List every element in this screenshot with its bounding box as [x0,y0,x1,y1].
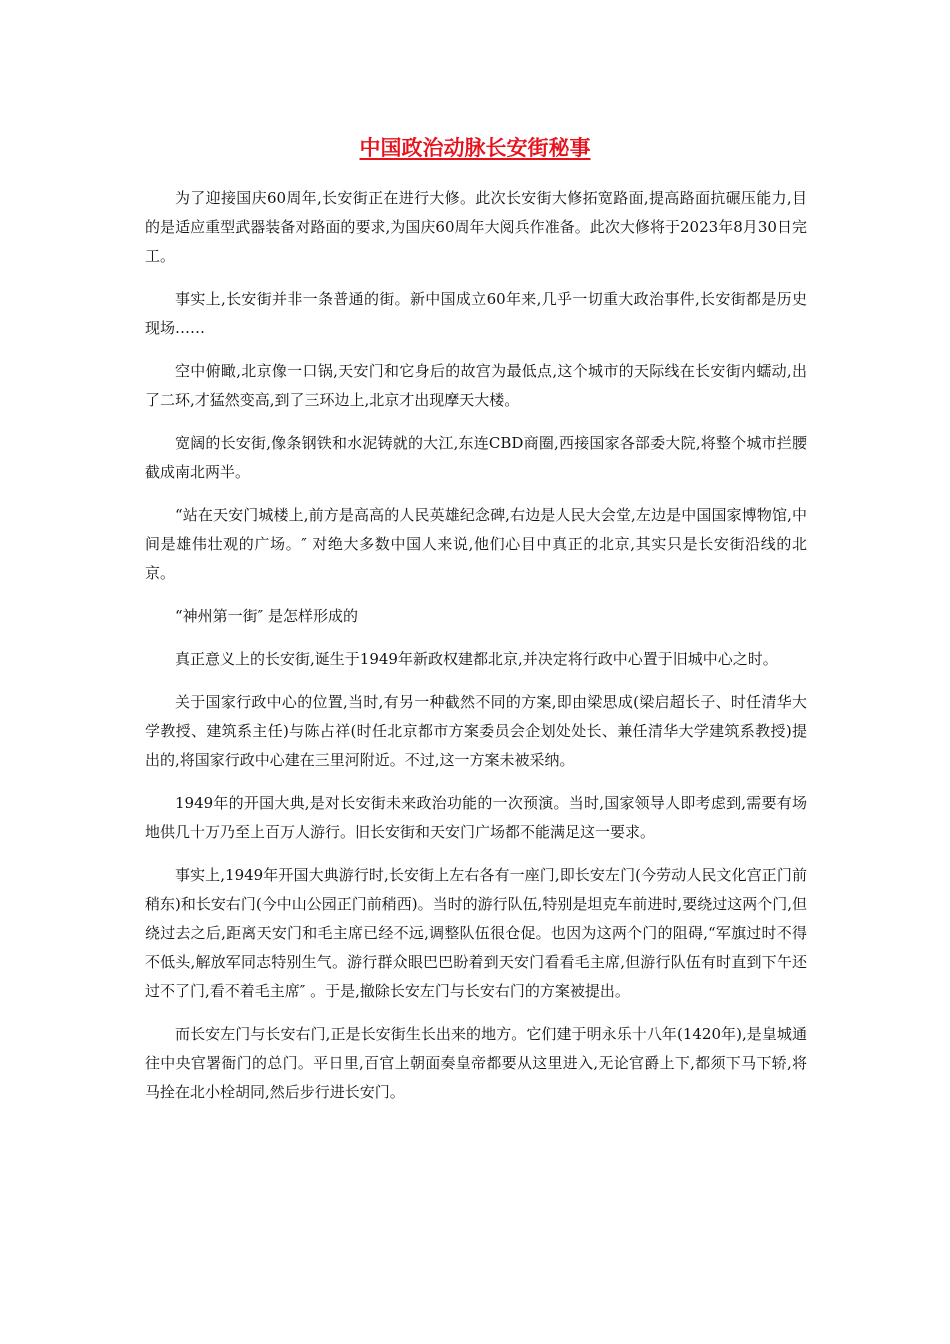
paragraph: 空中俯瞰,北京像一口锅,天安门和它身后的故宫为最低点,这个城市的天际线在长安街内蠕动,出了二环,才猛然变高,到了三环边上,北京才出现摩天大楼。 [145,362,807,409]
document-body [145,184,807,1121]
paragraph: “站在天安门城楼上,前方是高高的人民英雄纪念碑,右边是人民大会堂,左边是中国国家博物馆,中间是雄伟壮观的广场。″ 对绝大多数中国人来说,他们心目中真正的北京,其实只是长安街沿线的北京。 [145,506,807,582]
paragraph: 事实上,1949年开国大典游行时,长安街上左右各有一座门,即长安左门(今劳动人民文化宫正门前稍东)和长安右门(今中山公园正门前稍西)。当时的游行队伍,特别是坦克车前进时,要绕过这两个门,但绕过去之后,距离天安门和毛主席已经不远,调整队伍很仓促。也因为这两个门的阻碍,“军旗过时不得不低头,解放军同志特别生气。游行群众眼巴巴盼着到天安门看看毛主席,但游行队伍有时直到下午还过不了门,看不着毛主席″ 。于是,撤除长安左门与长安右门的方案被提出。 [145,866,807,1000]
paragraph: 事实上,长安街并非一条普通的街。新中国成立60年来,几乎一切重大政治事件,长安街都是历史现场…… [145,290,807,337]
document-title: 中国政治动脉长安街秘事 [359,136,591,160]
paragraph: 而长安左门与长安右门,正是长安街生长出来的地方。它们建于明永乐十八年(1420年),是皇城通往中央官署衙门的总门。平日里,百官上朝面奏皇帝都要从这里进入,无论官爵上下,都须下马下轿,将马拴在北小栓胡同,然后步行进长安门。 [145,1025,807,1101]
paragraph: 真正意义上的长安街,诞生于1949年新政权建都北京,并决定将行政中心置于旧城中心之时。 [175,650,778,668]
paragraph: 关于国家行政中心的位置,当时,有另一种截然不同的方案,即由梁思成(梁启超长子、时任清华大学教授、建筑系主任)与陈占祥(时任北京都市方案委员会企划处处长、兼任清华大学建筑系教授)提出的,将国家行政中心建在三里河附近。不过,这一方案未被采纳。 [145,693,807,769]
paragraph: 宽阔的长安街,像条钢铁和水泥铸就的大江,东连CBD商圈,西接国家各部委大院,将整个城市拦腰截成南北两半。 [145,434,807,481]
paragraph: 1949年的开国大典,是对长安街未来政治功能的一次预演。当时,国家领导人即考虑到,需要有场地供几十万乃至上百万人游行。旧长安街和天安门广场都不能满足这一要求。 [145,794,807,841]
paragraph: 为了迎接国庆60周年,长安街正在进行大修。此次长安街大修拓宽路面,提高路面抗碾压能力,目的是适应重型武器装备对路面的要求,为国庆60周年大阅兵作准备。此次大修将于2023年8月30日完工。 [145,189,807,265]
section-heading: “神州第一街″ 是怎样形成的 [175,607,359,625]
